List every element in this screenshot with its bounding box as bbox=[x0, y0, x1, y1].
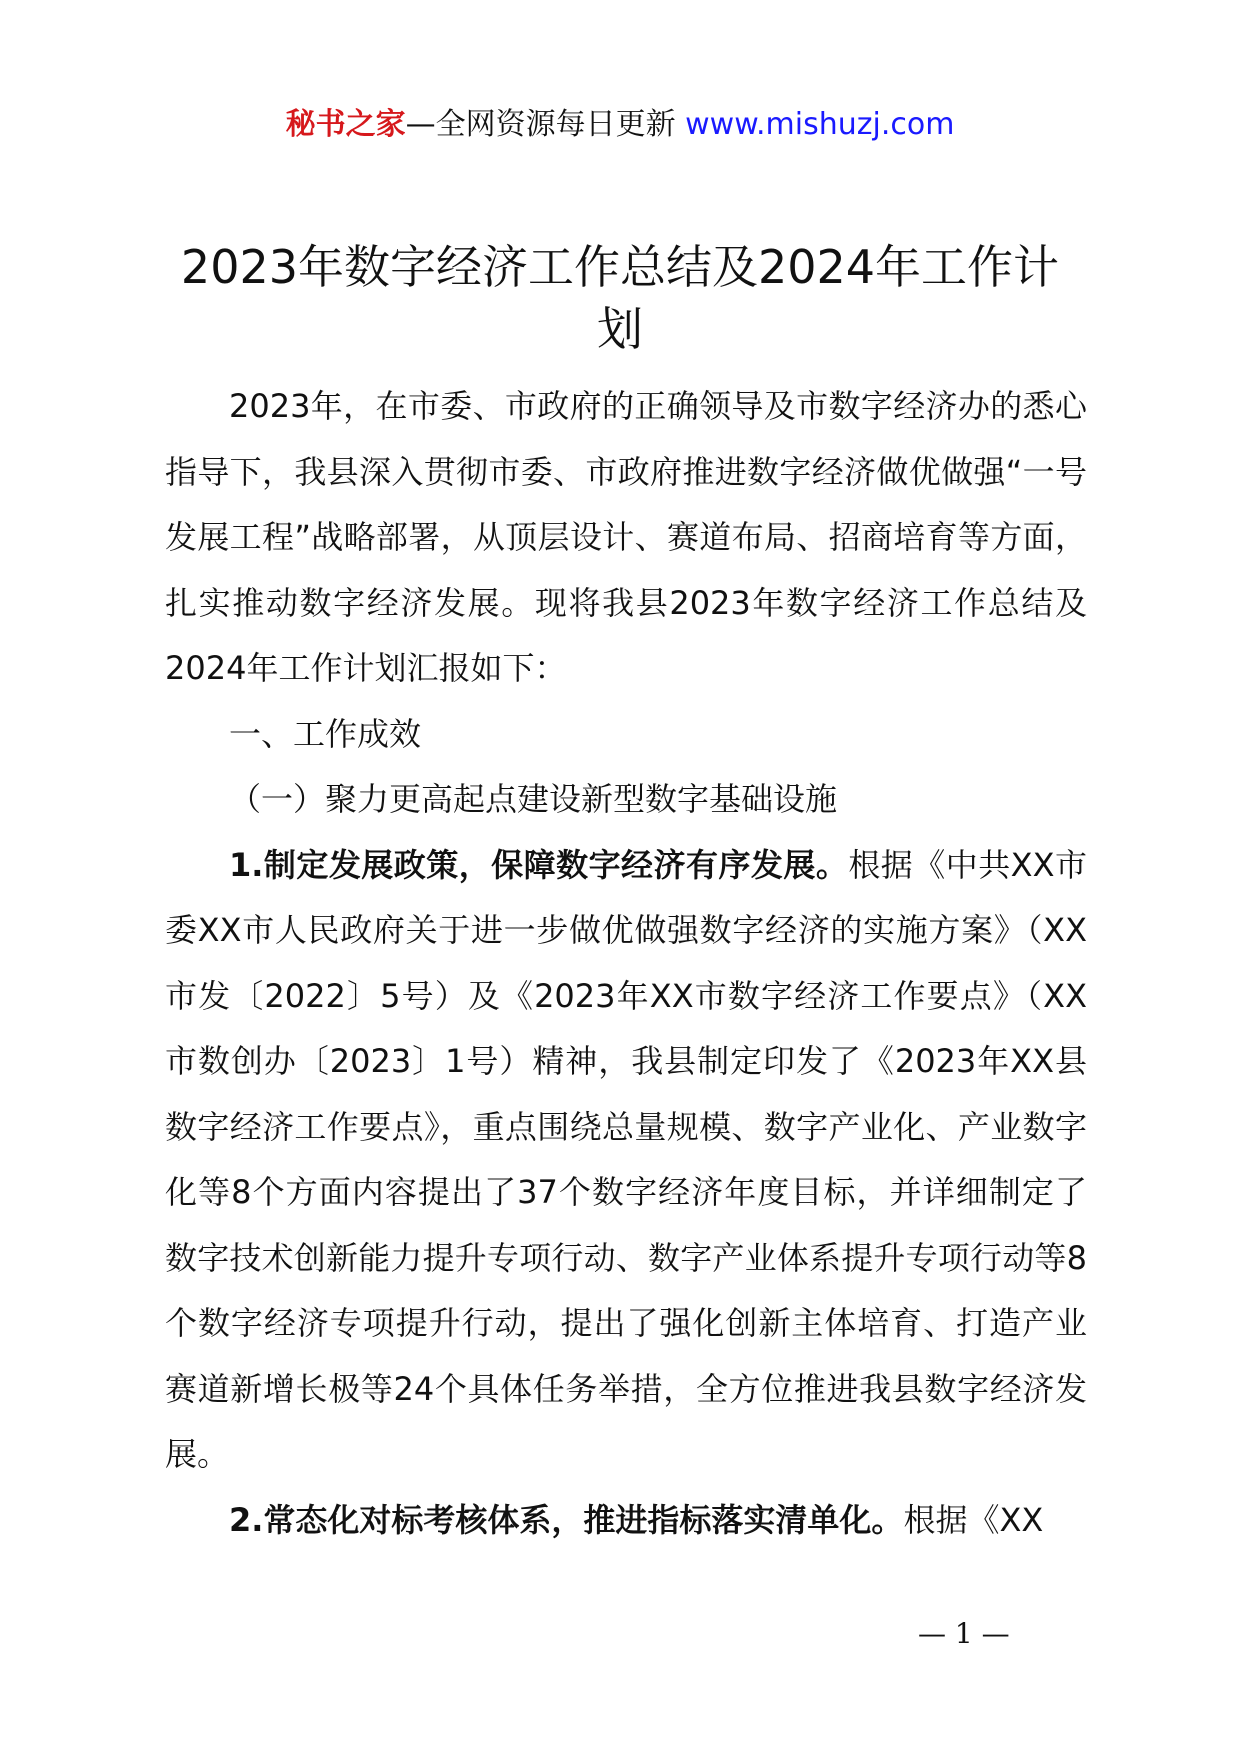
site-tagline: —全网资源每日更新 bbox=[405, 107, 676, 142]
page-number: — 1 — bbox=[918, 1617, 1010, 1650]
item-1-heading: 1.制定发展政策，保障数字经济有序发展。 bbox=[229, 845, 849, 884]
item-2-heading: 2.常态化对标考核体系，推进指标落实清单化。 bbox=[229, 1500, 904, 1539]
item-1-paragraph bbox=[165, 833, 1087, 1488]
intro-paragraph: 2023年，在市委、市政府的正确领导及市数字经济办的悉心指导下，我县深入贯彻市委、市政府推进数字经济做优做强“一号发展工程”战略部署，从顶层设计、赛道布局、招商培育等方面，扎实推动数字经济发展。现将我县2023年数字经济工作总结及2024年工作计划汇报如下： bbox=[165, 387, 1087, 687]
site-header bbox=[0, 100, 1240, 150]
site-brand: 秘书之家 bbox=[285, 107, 406, 142]
subsection-heading: （一）聚力更高起点建设新型数字基础设施 bbox=[229, 780, 838, 818]
item-1-text: 根据《中共XX市委XX市人民政府关于进一步做优做强数字经济的实施方案》（XX市发〔2022〕5号）及《2023年XX市数字经济工作要点》（XX市数创办〔2023〕1号）精神，我县制定印发了《2023年XX县数字经济工作要点》，重点围绕总量规模、数字产业化、产业数字化等8个方面内容提出了37个数字经济年度目标，并详细制定了数字技术创新能力提升专项行动、数字产业体系提升专项行动等8个数字经济专项提升行动，提出了强化创新主体培育、打造产业赛道新增长极等24个具体任务举措，全方位推进我县数字经济发展。 bbox=[165, 845, 1087, 1473]
site-url-link[interactable]: www.mishuzj.com bbox=[685, 107, 955, 142]
item-2-paragraph bbox=[165, 1488, 1087, 1554]
document-body bbox=[165, 374, 1087, 1553]
section-heading: 一、工作成效 bbox=[229, 714, 422, 753]
document-title: 2023年数字经济工作总结及2024年工作计划 bbox=[180, 240, 1060, 356]
item-2-text: 根据《XX bbox=[903, 1500, 1044, 1539]
